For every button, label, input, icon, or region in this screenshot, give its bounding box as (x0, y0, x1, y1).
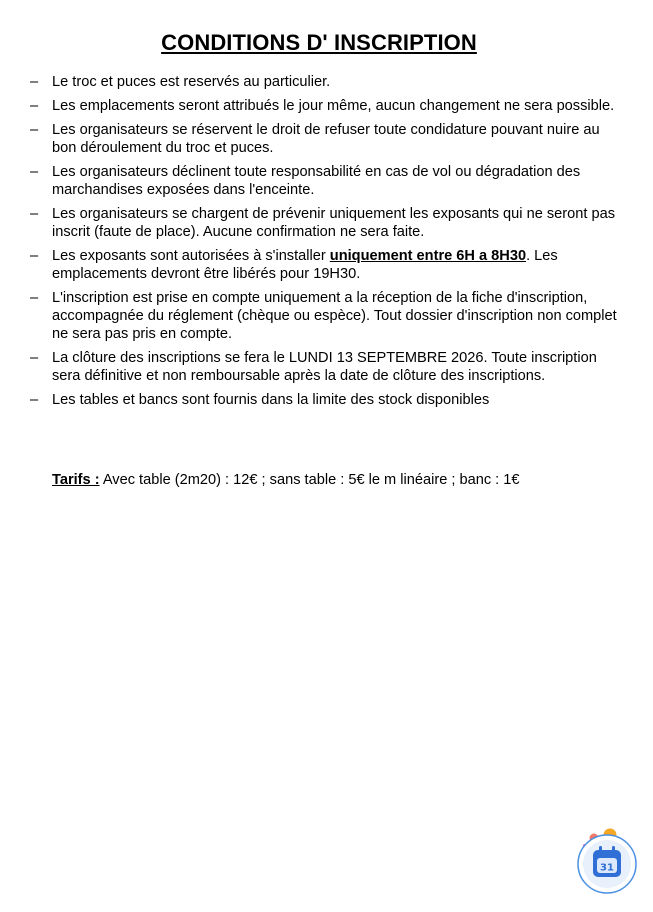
condition-text-after: . Les emplacements devront être libérés pour 19H30. (52, 248, 558, 282)
bullet-dash: – (30, 74, 39, 90)
bullet-dash: – (30, 248, 39, 264)
condition-text: La clôture des inscriptions se fera le LUNDI 13 SEPTEMBRE 2026. Toute inscription sera définitive et non remboursable après la date de clôture des inscriptions. (52, 350, 597, 384)
calendar-ring-left (599, 846, 602, 853)
condition-text: Le troc et puces est reservés au particulier. (52, 74, 331, 90)
condition-emphasis-hours: uniquement entre 6H a 8H30 (329, 248, 527, 264)
bullet-dash: – (30, 206, 39, 222)
calendar-ring-right (612, 846, 615, 853)
condition-item-8 (30, 349, 625, 385)
condition-text: Les emplacements seront attribués le jour même, aucun changement ne sera possible. (52, 98, 615, 114)
bullet-dash: – (30, 290, 39, 306)
condition-item-1 (30, 73, 625, 91)
condition-item-4 (30, 163, 625, 199)
condition-item-2 (30, 97, 625, 115)
bullet-dash: – (30, 392, 39, 408)
tarifs-line (52, 471, 520, 489)
calendar-day: 31 (600, 862, 614, 874)
tarifs-text: Avec table (2m20) : 12€ ; sans table : 5€ le m linéaire ; banc : 1€ (99, 472, 520, 488)
condition-item-7 (30, 289, 625, 343)
condition-text: L'inscription est prise en compte uniquement a la réception de la fiche d'inscription, accompagnée du réglement (chèque ou espèce). Tout dossier d'inscription non complet ne sera pas pris en compte. (52, 290, 617, 342)
condition-text: Les organisateurs se chargent de prévenir uniquement les exposants qui ne seront pas inscrit (faute de place). Aucune confirmation ne sera faite. (52, 206, 616, 240)
page-title: CONDITIONS D' INSCRIPTION (161, 29, 477, 55)
tarifs-label: Tarifs : (52, 472, 100, 488)
bullet-dash: – (30, 122, 39, 138)
condition-text: Les tables et bancs sont fournis dans la limite des stock disponibles (52, 392, 490, 408)
bullet-dash: – (30, 98, 39, 114)
calendar-badge[interactable] (576, 826, 638, 896)
bullet-dash: – (30, 164, 39, 180)
condition-text: Les organisateurs déclinent toute responsabilité en cas de vol ou dégradation des marchandises exposées dans l'enceinte. (52, 164, 581, 198)
condition-item-6 (30, 247, 625, 283)
condition-item-9 (30, 391, 625, 409)
condition-text-before: Les exposants sont autorisées à s'installer (52, 248, 330, 264)
condition-text: Les organisateurs se réservent le droit de refuser toute condidature pouvant nuire au bon déroulement du troc et puces. (52, 122, 600, 156)
bullet-dash: – (30, 350, 39, 366)
condition-item-5 (30, 205, 625, 241)
condition-item-3 (30, 121, 625, 157)
calendar-icon (576, 826, 638, 896)
conditions-list (30, 73, 625, 415)
